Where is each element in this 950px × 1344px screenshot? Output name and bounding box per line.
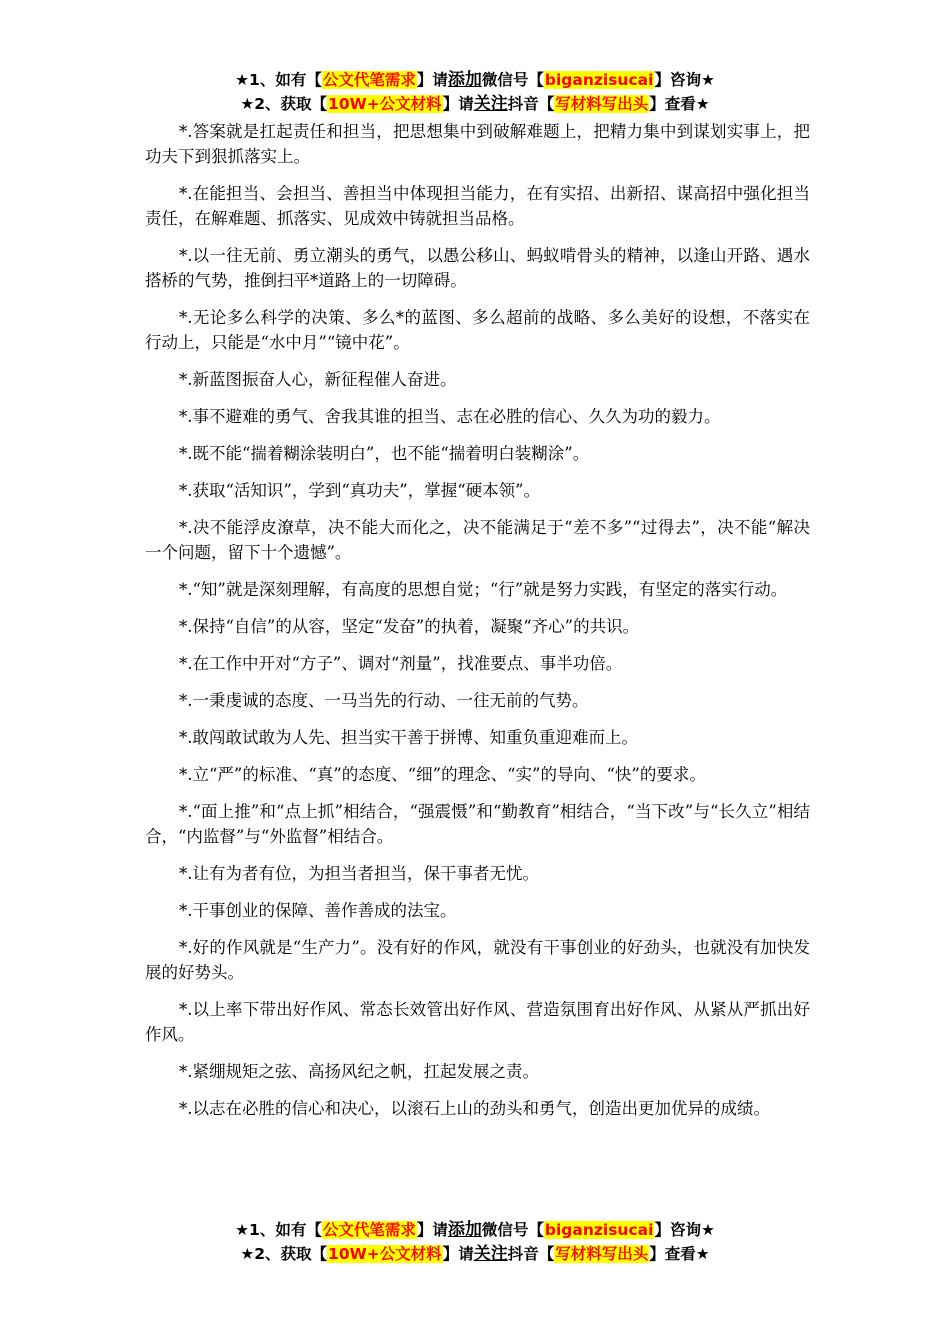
paragraph: *.“面上推”和“点上抓”相结合，“强震慑”和“勤教育”相结合，“当下改”与“长久立”相结合，“内监督”与“外监督”相结合。	[145, 802, 810, 846]
banner-text: ★2、获取【	[240, 95, 328, 113]
banner-highlight: biganzisucai	[544, 71, 654, 89]
paragraph: *.一秉虔诚的态度、一马当先的行动、一往无前的气势。	[179, 691, 589, 710]
paragraph: *.立“严”的标准、“真”的态度、“细”的理念、“实”的导向、“快”的要求。	[179, 765, 706, 784]
paragraph: *.既不能“揣着糊涂装明白”，也不能“揣着明白装糊涂”。	[179, 444, 590, 463]
banner-text: 】请	[442, 1245, 474, 1263]
banner-underlined: 关注	[473, 1244, 508, 1264]
paragraph: *.干事创业的保障、善作善成的法宝。	[179, 901, 457, 920]
banner-text: 】请	[416, 1221, 448, 1239]
banner-text: 抖音【	[507, 1245, 555, 1263]
paragraph: *.以一往无前、勇立潮头的勇气，以愚公移山、蚂蚁啃骨头的精神，以逢山开路、遇水搭桥的气势，推倒扫平*道路上的一切障碍。	[145, 246, 810, 290]
banner-highlight: 10W+公文材料	[328, 95, 442, 113]
banner-text: 微信号【	[481, 71, 544, 89]
banner-text: 】查看★	[649, 95, 710, 113]
banner-text: 抖音【	[507, 95, 555, 113]
banner-text: 】咨询★	[654, 71, 715, 89]
banner-text: ★1、如有【	[235, 71, 322, 89]
paragraph: *.保持“自信”的从容，坚定“发奋”的执着，凝聚“齐心”的共识。	[179, 617, 640, 636]
paragraph: *.“知”就是深刻理解，有高度的思想自觉；“行”就是努力实践，有坚定的落实行动。	[179, 580, 788, 599]
banner-highlight: 公文代笔需求	[322, 71, 416, 89]
banner-line-2	[0, 1242, 950, 1266]
banner-highlight: 公文代笔需求	[322, 1221, 416, 1239]
paragraph: *.事不避难的勇气、舍我其谁的担当、志在必胜的信心、久久为功的毅力。	[179, 407, 721, 426]
banner-text: ★2、获取【	[240, 1245, 328, 1263]
banner-text: ★1、如有【	[235, 1221, 322, 1239]
banner-line-1	[0, 1218, 950, 1242]
paragraph: *.新蓝图振奋人心，新征程催人奋进。	[179, 370, 457, 389]
paragraph: *.以上率下带出好作风、常态长效管出好作风、营造氛围育出好作风、从紧从严抓出好作风。	[145, 1000, 810, 1044]
paragraph: *.好的作风就是“生产力”。没有好的作风，就没有干事创业的好劲头，也就没有加快发展的好势头。	[145, 938, 810, 982]
banner-line-2	[0, 92, 950, 116]
paragraph: *.无论多么科学的决策、多么*的蓝图、多么超前的战略、多么美好的设想，不落实在行动上，只能是“水中月”“镜中花”。	[145, 308, 810, 352]
footer-banner	[0, 1218, 950, 1266]
banner-underlined: 关注	[473, 94, 508, 114]
banner-underlined: 添加	[447, 1220, 482, 1240]
banner-highlight: 10W+公文材料	[328, 1245, 442, 1263]
banner-highlight: 写材料写出头	[555, 95, 649, 113]
paragraph: *.以志在必胜的信心和决心，以滚石上山的劲头和勇气，创造出更加优异的成绩。	[179, 1099, 770, 1118]
header-banner	[0, 68, 950, 116]
banner-text: 】请	[442, 95, 474, 113]
paragraph: *.在能担当、会担当、善担当中体现担当能力，在有实招、出新招、谋高招中强化担当责任，在解难题、抓落实、见成效中铸就担当品格。	[145, 184, 810, 228]
paragraph: *.让有为者有位，为担当者担当，保干事者无忧。	[179, 864, 539, 883]
paragraph: *.获取“活知识”，学到“真功夫”，掌握“硬本领”。	[179, 481, 541, 500]
paragraph: *.紧绷规矩之弦、高扬风纪之帆，扛起发展之责。	[179, 1062, 539, 1081]
paragraph: *.敢闯敢试敢为人先、担当实干善于拼博、知重负重迎难而上。	[179, 728, 638, 747]
banner-line-1	[0, 68, 950, 92]
banner-text: 】查看★	[649, 1245, 710, 1263]
banner-text: 】请	[416, 71, 448, 89]
banner-text: 微信号【	[481, 1221, 544, 1239]
banner-highlight: biganzisucai	[544, 1221, 654, 1239]
paragraph: *.在工作中开对“方子”、调对“剂量”，找准要点、事半功倍。	[179, 654, 623, 673]
banner-underlined: 添加	[447, 70, 482, 90]
paragraph: *.决不能浮皮潦草，决不能大而化之，决不能满足于“差不多”“过得去”，决不能“解决一个问题，留下十个遗憾”。	[145, 518, 810, 562]
banner-highlight: 写材料写出头	[555, 1245, 649, 1263]
paragraph: *.答案就是扛起责任和担当，把思想集中到破解难题上，把精力集中到谋划实事上，把功夫下到狠抓落实上。	[145, 122, 810, 166]
banner-text: 】咨询★	[654, 1221, 715, 1239]
document-body	[145, 119, 810, 1133]
